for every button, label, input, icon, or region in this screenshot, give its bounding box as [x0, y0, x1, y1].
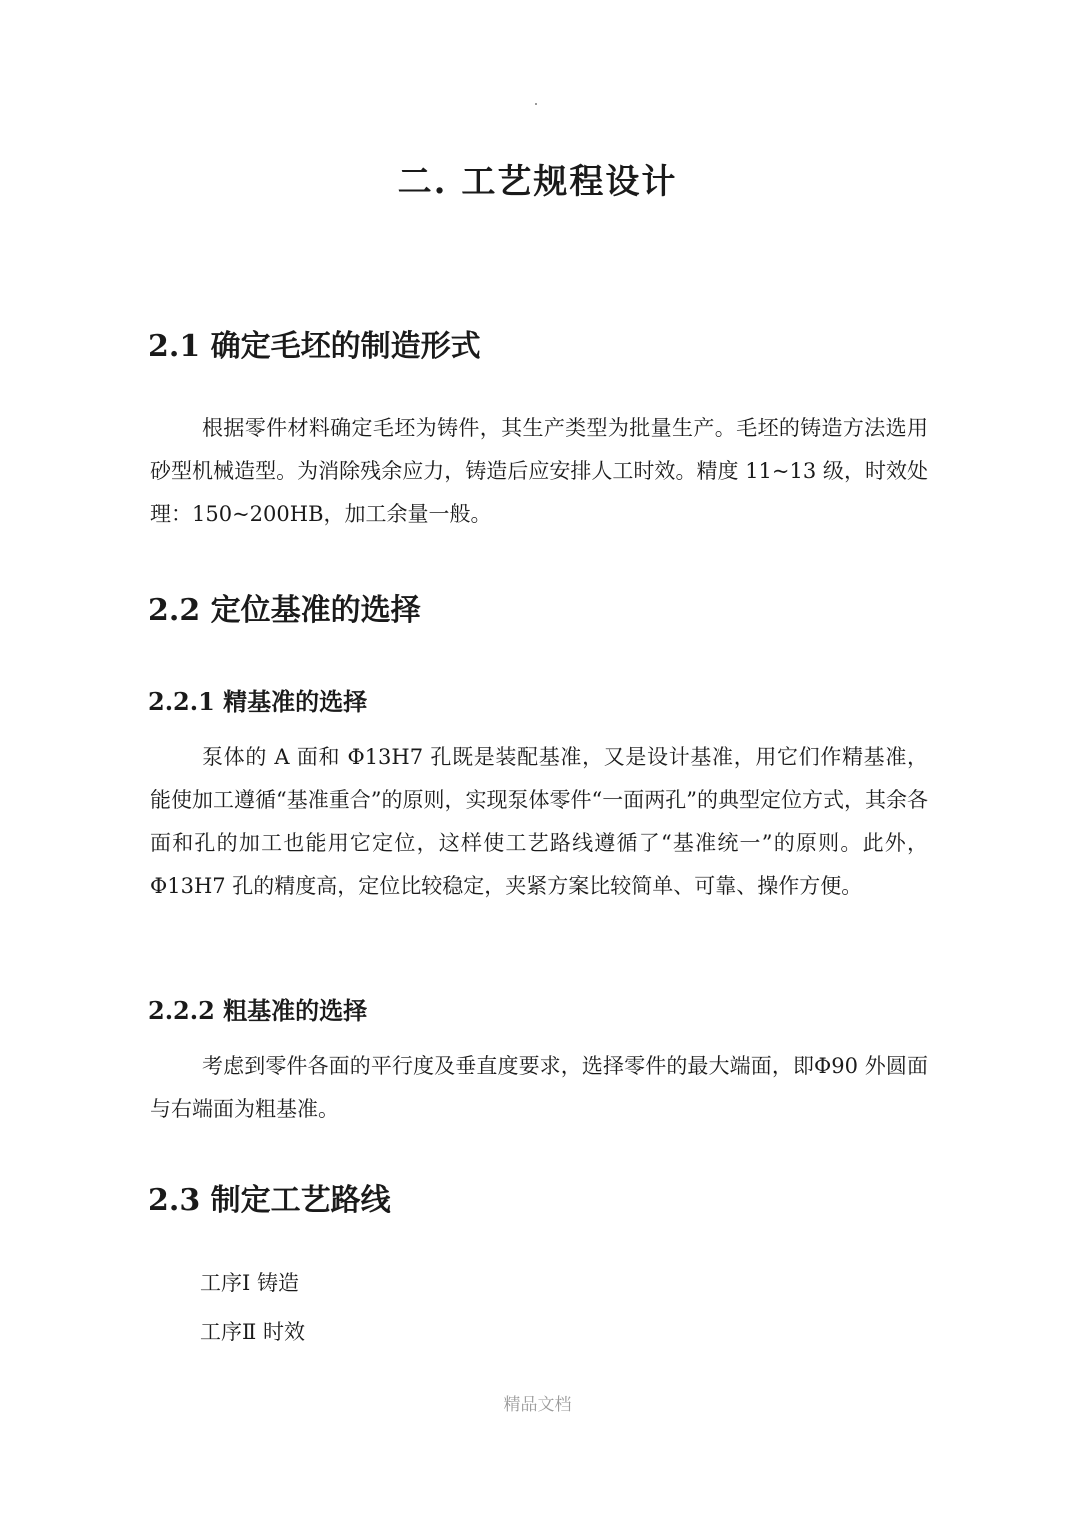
chapter-title: 二. 工艺规程设计 — [397, 162, 678, 202]
page-footer-watermark: 精品文档 — [503, 1395, 572, 1415]
section-heading-2-2: 2.2 定位基准的选择 — [148, 593, 421, 628]
subsection-heading-2-2-1: 2.2.1 精基准的选择 — [148, 687, 368, 716]
subsection-2-2-2-paragraph: 考虑到零件各面的平行度及垂直度要求，选择零件的最大端面，即Φ90 外圆面与右端面为粗基准。 — [150, 1054, 928, 1121]
section-2-1-paragraph: 根据零件材料确定毛坯为铸件，其生产类型为批量生产。毛坯的铸造方法选用砂型机械造型。为消除残余应力，铸造后应安排人工时效。精度 11~13 级，时效处理：150~200HB，加工余量一般。 — [150, 416, 928, 526]
subsection-heading-2-2-2: 2.2.2 粗基准的选择 — [148, 996, 368, 1025]
section-heading-2-1: 2.1 确定毛坯的制造形式 — [148, 329, 481, 364]
process-step: 工序Ⅱ 时效 — [200, 1320, 305, 1344]
page-mark — [535, 103, 537, 105]
subsection-2-2-1-paragraph: 泵体的 A 面和 Φ13H7 孔既是装配基准，又是设计基准，用它们作精基准，能使加工遵循“基准重合”的原则，实现泵体零件“一面两孔”的典型定位方式，其余各面和孔的加工也能用它定位，这样使工艺路线遵循了“基准统一”的原则。此外，Φ13H7 孔的精度高，定位比较稳定，夹紧方案比较简单、可靠、操作方便。 — [150, 745, 928, 898]
section-heading-2-3: 2.3 制定工艺路线 — [148, 1183, 391, 1218]
process-step: 工序Ⅰ 铸造 — [200, 1271, 299, 1295]
